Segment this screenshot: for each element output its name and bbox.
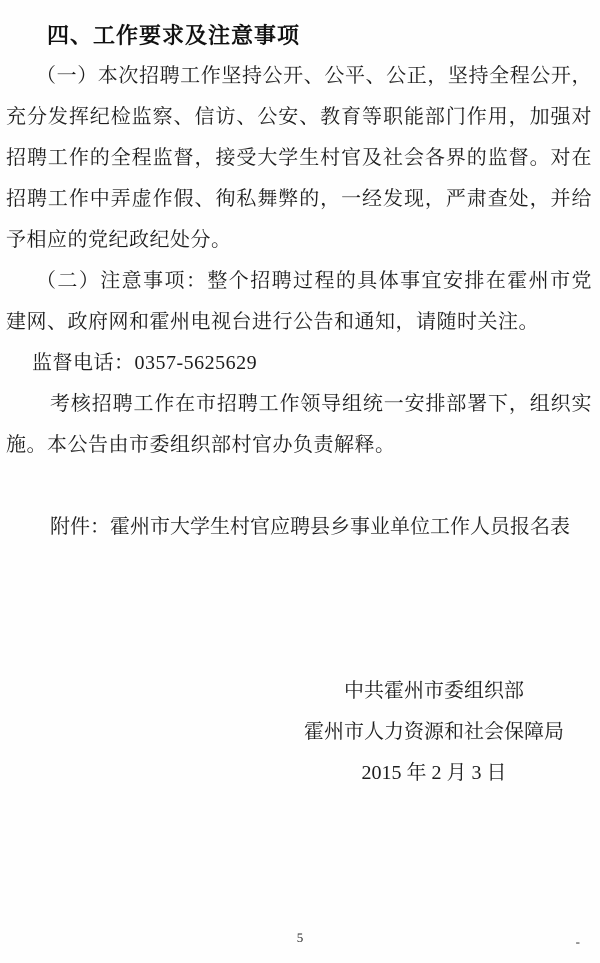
body-text-line: 监督电话：0357-5625629 [32, 352, 258, 374]
section-heading: 四、工作要求及注意事项 [47, 23, 301, 48]
corner-dash: - [575, 934, 580, 949]
body-text-line: 充分发挥纪检监察、信访、公安、教育等职能部门作用，加强对 [6, 106, 592, 128]
body-text-line: 招聘工作的全程监督，接受大学生村官及社会各界的监督。对在 [6, 147, 592, 169]
body-text-line: （一）本次招聘工作坚持公开、公平、公正，坚持全程公开， [36, 65, 592, 87]
body-text-line: 予相应的党纪政纪处分。 [6, 229, 232, 251]
body-text-line: 考核招聘工作在市招聘工作领导组统一安排部署下，组织实 [50, 393, 592, 415]
page-number: 5 [296, 930, 304, 945]
body-text-line: 建网、政府网和霍州电视台进行公告和通知，请随时关注。 [6, 311, 539, 333]
signature-line: 霍州市人力资源和社会保障局 [304, 721, 564, 743]
document-content [6, 15, 592, 794]
signature-line: 中共霍州市委组织部 [344, 680, 524, 702]
signature-block [278, 671, 590, 794]
body-text-line: 施。本公告由市委组织部村官办负责解释。 [6, 434, 396, 456]
attachment-line: 附件：霍州市大学生村官应聘县乡事业单位工作人员报名表 [50, 516, 570, 538]
body-text-line: 招聘工作中弄虚作假、徇私舞弊的，一经发现，严肃查处，并给 [6, 188, 592, 210]
body-text [6, 56, 592, 466]
body-text-line: （二）注意事项：整个招聘过程的具体事宜安排在霍州市党 [36, 270, 592, 292]
signature-line: 2015 年 2 月 3 日 [361, 762, 507, 784]
